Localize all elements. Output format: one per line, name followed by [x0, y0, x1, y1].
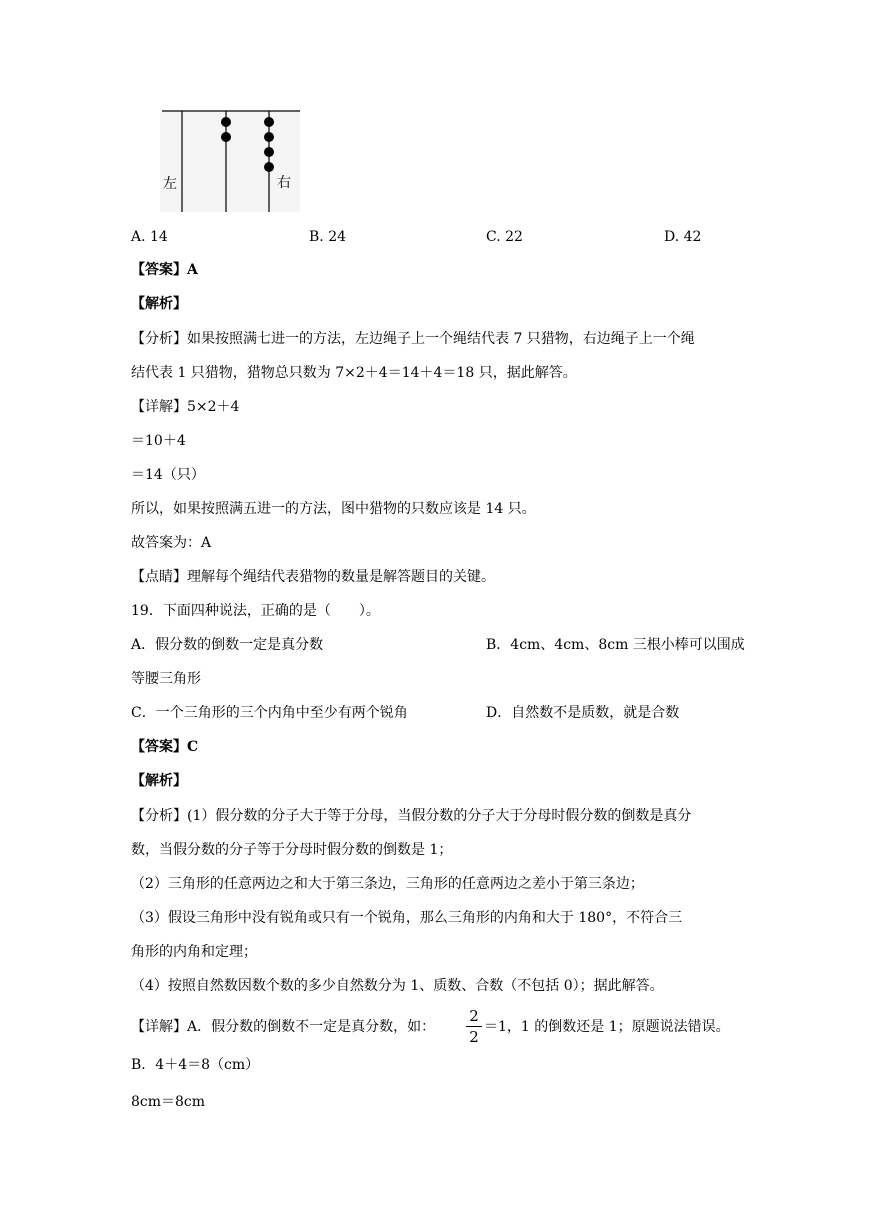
q18-comment: 【点睛】理解每个绳结代表猎物的数量是解答题目的关键。	[131, 569, 495, 585]
knot	[264, 162, 274, 172]
option-c: C. 22	[486, 229, 523, 245]
q18-detail-line-2: ＝10＋4	[131, 433, 186, 449]
fraction	[466, 1007, 482, 1046]
option-b: B. 24	[309, 229, 347, 245]
knot	[264, 117, 274, 127]
knot	[221, 117, 231, 127]
q18-analysis-line-2: 结代表 1 只猎物，猎物总只数为 7×2＋4＝14＋4＝18 只，据此解答。	[131, 365, 577, 381]
q18-final-answer: 故答案为：A	[131, 535, 212, 551]
q19-answer: 【答案】C	[131, 739, 199, 755]
q19-analysis-line-1: 【分析】(1）假分数的分子大于等于分母，当假分数的分子大于分母时假分数的倒数是真分	[131, 808, 692, 824]
q19-detail-a-suffix: ＝1，1 的倒数还是 1；原题说法错误。	[484, 1019, 730, 1035]
q19-analysis-heading: 【解析】	[131, 773, 187, 789]
q18-analysis-heading: 【解析】	[131, 296, 187, 312]
option-a: A. 14	[131, 229, 168, 245]
left-label: 左	[163, 176, 177, 192]
q18-detail-line-3: ＝14（只）	[131, 467, 205, 483]
fraction-denominator: 2	[469, 1028, 479, 1046]
q19-detail-a-prefix: 【详解】A．假分数的倒数不一定是真分数，如：	[131, 1019, 436, 1035]
fraction-bar	[466, 1026, 482, 1027]
fraction-numerator: 2	[469, 1007, 479, 1025]
q19-analysis-line-3: （2）三角形的任意两边之和大于第三条边，三角形的任意两边之差小于第三条边；	[131, 876, 644, 892]
q19-analysis-line-5: 角形的内角和定理；	[131, 944, 257, 960]
q19-option-a: A．假分数的倒数一定是真分数	[131, 637, 324, 653]
q18-answer: 【答案】A	[131, 262, 198, 278]
right-label: 右	[277, 175, 291, 191]
knot-rope-diagram	[160, 100, 305, 218]
q19-detail-b-line-2: 8cm＝8cm	[131, 1094, 206, 1110]
knot	[221, 132, 231, 142]
q19-option-b: B．4cm、4cm、8cm 三根小棒可以围成	[486, 637, 745, 653]
q19-analysis-line-2: 数，当假分数的分子等于分母时假分数的倒数是 1；	[131, 842, 453, 858]
figure-background	[160, 112, 300, 212]
q19-option-c: C．一个三角形的三个内角中至少有两个锐角	[131, 705, 408, 721]
q19-option-d: D．自然数不是质数，就是合数	[486, 705, 680, 721]
q18-detail-line-1: 【详解】5×2＋4	[131, 399, 240, 415]
q19-analysis-line-4: （3）假设三角形中没有锐角或只有一个锐角，那么三角形的内角和大于 180°，不符合三	[131, 910, 683, 926]
knot	[264, 132, 274, 142]
q19-stem: 19．下面四种说法，正确的是（ ）。	[131, 603, 380, 619]
option-d: D. 42	[664, 229, 702, 245]
q18-detail-line-4: 所以，如果按照满五进一的方法，图中猎物的只数应该是 14 只。	[131, 501, 536, 517]
knot	[264, 147, 274, 157]
q18-analysis-line-1: 【分析】如果按照满七进一的方法，左边绳子上一个绳结代表 7 只猎物，右边绳子上一个绳	[131, 331, 695, 347]
q19-option-b-continued: 等腰三角形	[131, 671, 201, 687]
q19-analysis-line-6: （4）按照自然数因数个数的多少自然数分为 1、质数、合数（不包括 0）；据此解答。	[131, 978, 664, 994]
knot-rope-figure	[160, 100, 305, 218]
q19-detail-b-line-1: B．4＋4＝8（cm）	[131, 1057, 260, 1073]
